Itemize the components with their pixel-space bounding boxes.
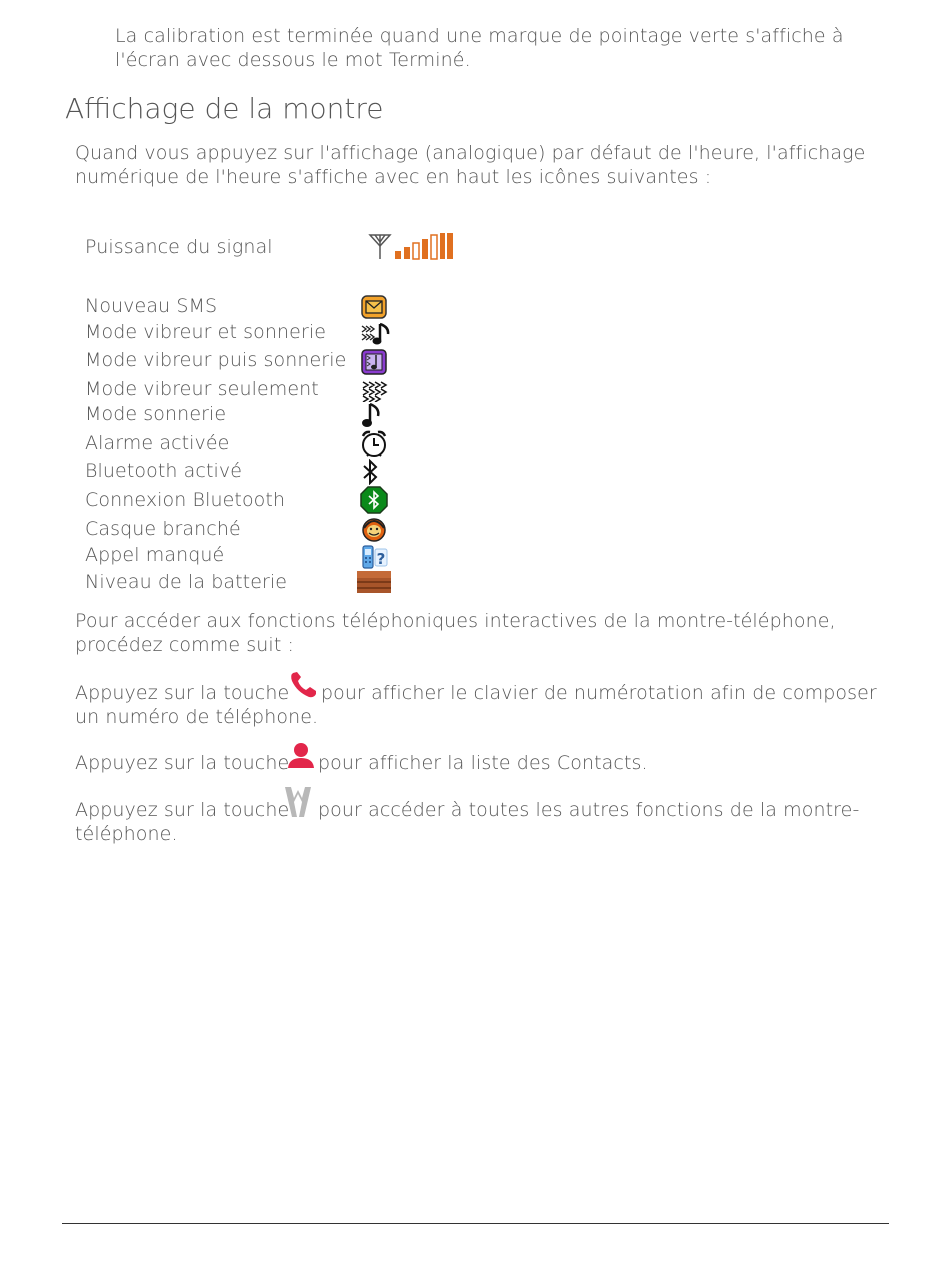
section-title: Affichage de la montre — [65, 92, 384, 125]
bluetooth-connected-icon — [360, 486, 388, 514]
list-item-label: Puissance du signal — [85, 236, 273, 258]
functions-line-1: Pour accéder aux fonctions téléphoniques interactives de la montre-téléphone, — [75, 610, 836, 632]
intro-line-2: l'écran avec dessous le mot Terminé. — [115, 49, 471, 71]
ring-note-icon — [361, 402, 383, 428]
list-item-label: Bluetooth activé — [85, 460, 243, 482]
list-item-label: Mode vibreur puis sonnerie — [85, 349, 347, 371]
step-menu-before: Appuyez sur la touche — [75, 799, 290, 821]
section-desc-line-1: Quand vous appuyez sur l'affichage (analogique) par défaut de l'heure, l'affichage — [75, 142, 866, 164]
list-item-label: Mode vibreur et sonnerie — [85, 321, 327, 343]
step-dial-after: pour afficher le clavier de numérotation afin de composer — [321, 682, 877, 704]
functions-line-2: procédez comme suit : — [75, 634, 295, 656]
list-item-label: Nouveau SMS — [85, 295, 218, 317]
list-item-label: Niveau de la batterie — [85, 571, 288, 593]
svg-text:?: ? — [376, 550, 386, 568]
step-contacts-after: pour afficher la liste des Contacts. — [318, 752, 648, 774]
battery-level-icon — [357, 571, 391, 593]
menu-w-icon[interactable] — [284, 786, 312, 818]
list-item-label: Mode vibreur seulement — [85, 378, 319, 400]
missed-call-icon — [361, 544, 389, 570]
step-dial-cont: un numéro de téléphone. — [75, 706, 319, 728]
alarm-clock-icon — [360, 429, 388, 459]
step-menu-after: pour accéder à toutes les autres fonctions de la montre- — [318, 799, 860, 821]
list-item-label: Mode sonnerie — [85, 403, 227, 425]
signal-strength-icon — [368, 232, 456, 262]
list-item-label: Appel manqué — [85, 544, 225, 566]
footer-divider — [62, 1223, 889, 1224]
contact-person-icon[interactable] — [287, 741, 315, 769]
bluetooth-icon — [362, 459, 380, 485]
intro-line-1: La calibration est terminée quand une marque de pointage verte s'affiche à — [115, 25, 844, 47]
vibrate-then-ring-icon — [361, 349, 387, 375]
section-desc-line-2: numérique de l'heure s'affiche avec en haut les icônes suivantes : — [75, 166, 712, 188]
headset-icon — [361, 516, 387, 543]
phone-handset-icon[interactable] — [289, 670, 319, 700]
step-menu-cont: téléphone. — [75, 823, 178, 845]
list-item-label: Casque branché — [85, 518, 241, 540]
list-item-label: Alarme activée — [85, 432, 230, 454]
vibrate-and-ring-icon — [361, 322, 393, 346]
vibrate-only-icon — [362, 380, 388, 402]
step-contacts-before: Appuyez sur la touche — [75, 752, 290, 774]
list-item-label: Connexion Bluetooth — [85, 489, 286, 511]
step-dial — [75, 681, 289, 705]
sms-envelope-icon — [361, 295, 387, 319]
step-dial-before: Appuyez sur la touche — [75, 682, 290, 704]
